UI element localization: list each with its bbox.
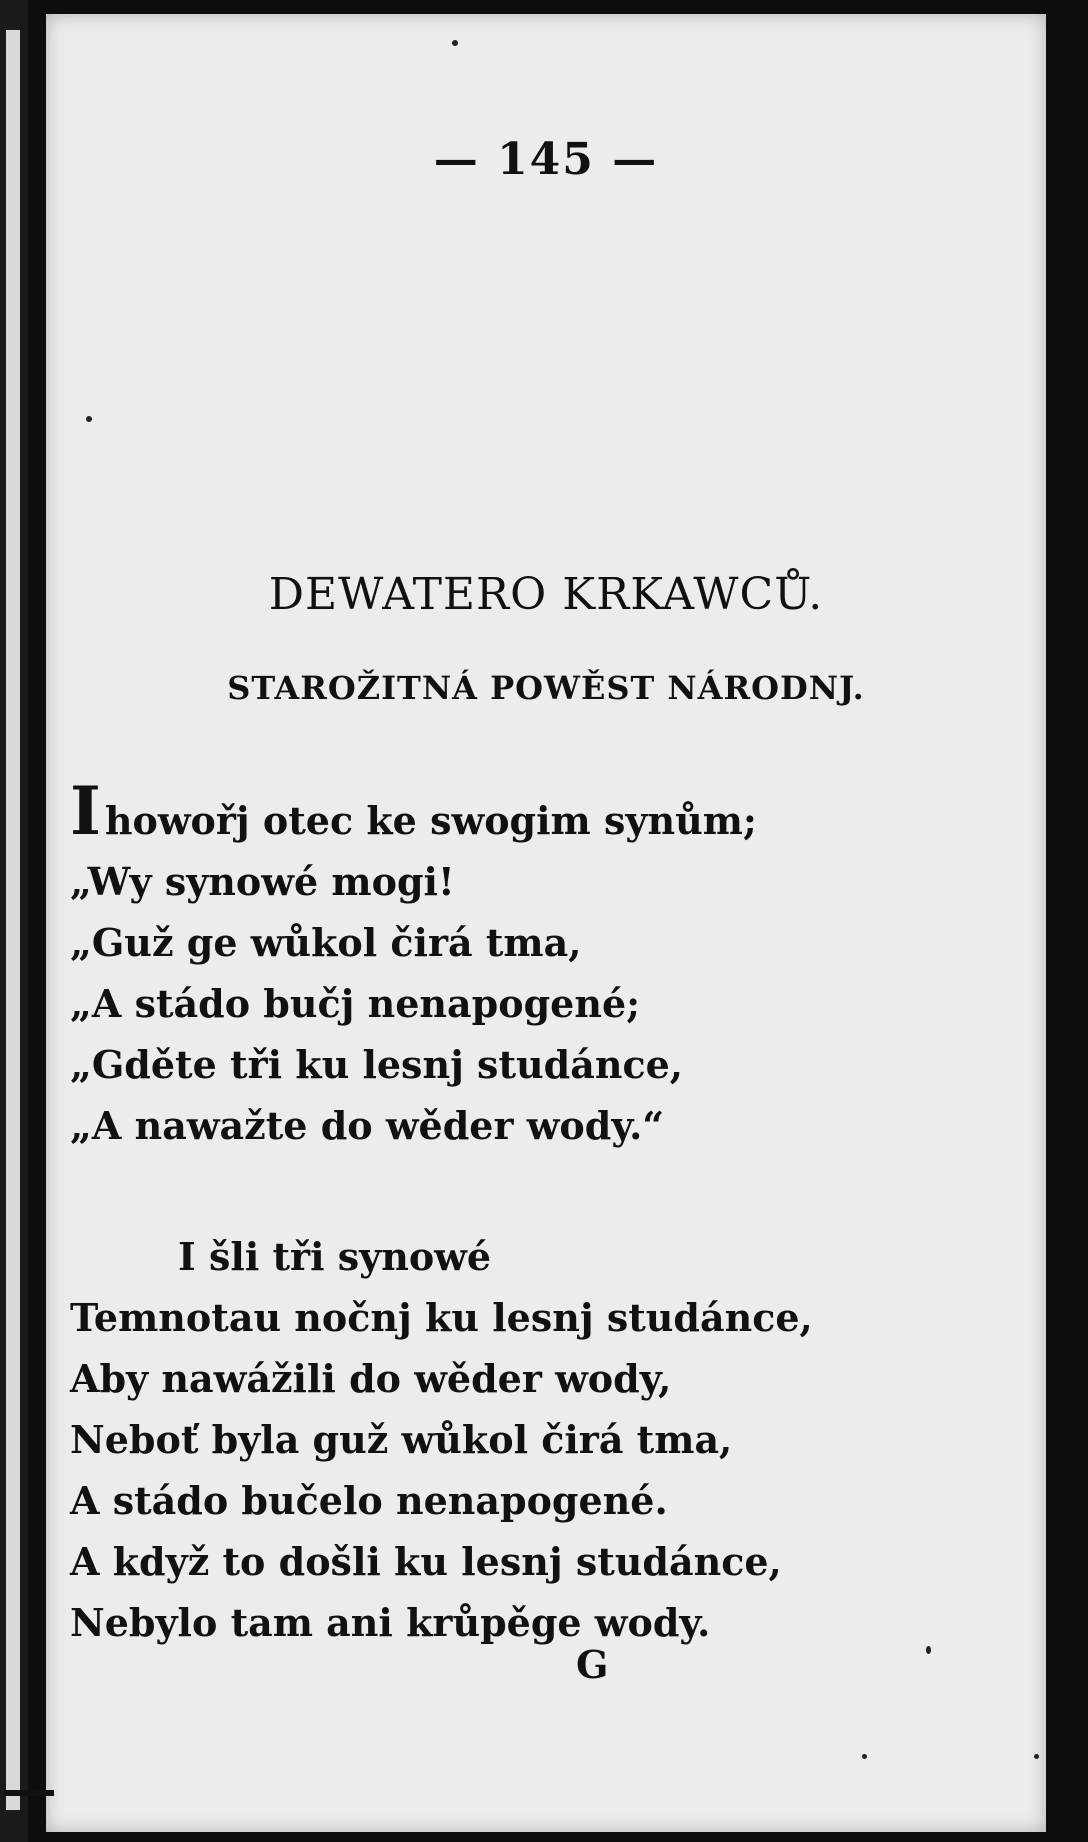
ink-speck [862,1754,867,1759]
poem-subtitle: STAROŽITNÁ POWĚST NÁRODNJ. [227,669,865,707]
verse-line: Temnotau nočnj ku lesnj studánce, [70,1295,813,1340]
verse-line: „A stádo bučj nenapogené; [70,981,641,1026]
page-number: — 145 — [433,134,659,185]
book-page [46,14,1046,1832]
verse-line: Nebylo tam ani krůpěge wody. [70,1600,711,1645]
left-page-edge [0,0,28,1842]
verse-line: I šli tři synowé [178,1234,492,1279]
signature-mark: G [576,1642,609,1687]
ink-speck [926,1646,931,1654]
verse-line: „A nawažte do wěder wody.“ [70,1103,665,1148]
verse-line: „Guž ge wůkol čirá tma, [70,920,582,965]
verse-line: A když to došli ku lesnj studánce, [70,1539,782,1584]
verse-line: Aby nawážili do wěder wody, [70,1356,672,1401]
verse-line: „Gděte tři ku lesnj studánce, [70,1042,683,1087]
verse-text: howořj otec ke swogim synům; [104,798,757,843]
stanza-2 [70,1226,813,1653]
ink-speck [1034,1754,1039,1759]
verse-line [70,772,757,851]
adjacent-page-strip [6,30,20,1810]
drop-cap: I [70,772,101,850]
stanza-1 [70,772,757,1156]
ink-speck [86,416,92,422]
verse-line: „Wy synowé mogi! [70,859,455,904]
ink-speck [452,40,458,46]
poem-title: DEWATERO KRKAWCŮ. [268,569,824,620]
verse-line: Neboť byla guž wůkol čirá tma, [70,1417,733,1462]
edge-mark [4,1790,54,1796]
verse-line: A stádo bučelo nenapogené. [70,1478,668,1523]
